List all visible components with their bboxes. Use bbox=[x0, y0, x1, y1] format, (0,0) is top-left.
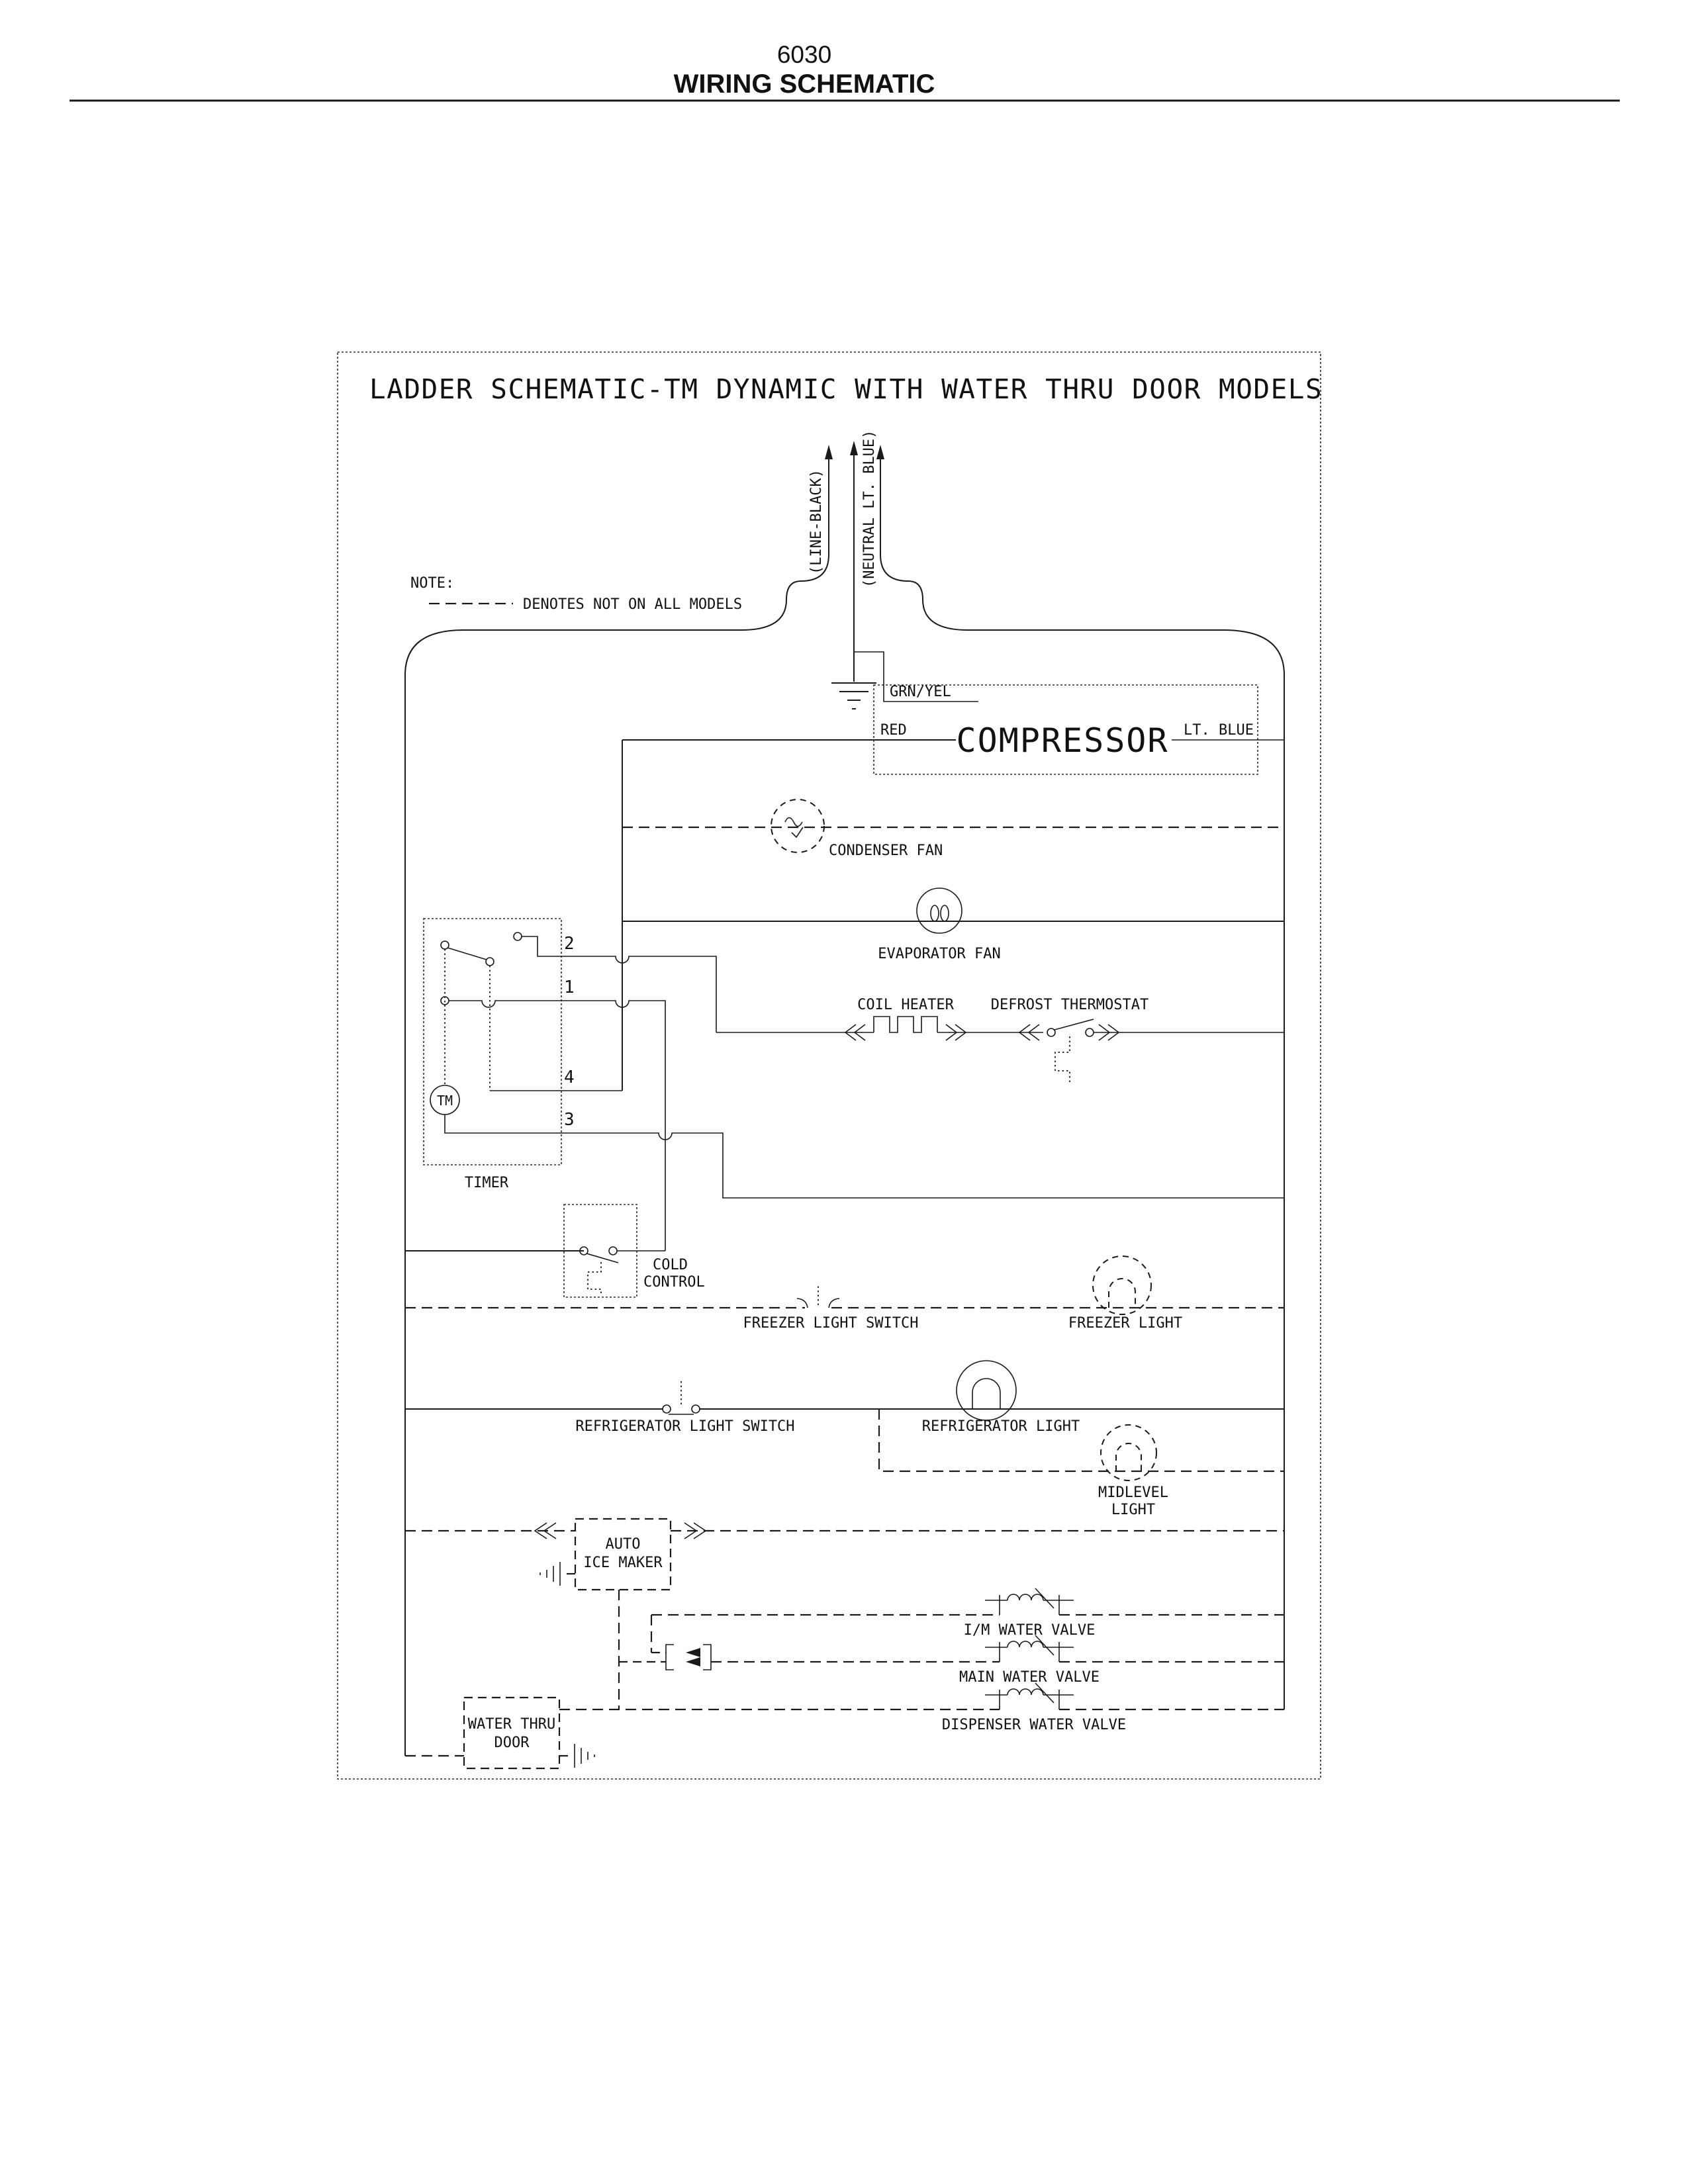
power-entry bbox=[405, 430, 1284, 1756]
thermostat-sensor-icon bbox=[1055, 1036, 1070, 1083]
freezer-light-circuit bbox=[405, 1256, 1284, 1332]
midlevel-lamp-icon bbox=[1101, 1425, 1156, 1480]
condenser-fan-label: CONDENSER FAN bbox=[829, 842, 943, 859]
push-switch-contact-icon bbox=[692, 1405, 700, 1413]
coil-heater-label: COIL HEATER bbox=[857, 997, 954, 1013]
evaporator-winding-icon bbox=[931, 905, 939, 921]
refrigerator-light-switch-label: REFRIGERATOR LIGHT SWITCH bbox=[575, 1418, 795, 1435]
freezer-light-switch-label: FREEZER LIGHT SWITCH bbox=[743, 1315, 919, 1332]
lt-blue-label: LT. BLUE bbox=[1184, 722, 1254, 739]
line-arrow-icon bbox=[825, 445, 833, 459]
evaporator-fan bbox=[622, 888, 1284, 962]
note-legend bbox=[410, 575, 742, 613]
solenoid-coil-icon bbox=[985, 1588, 1074, 1615]
line-black-label: (LINE-BLACK) bbox=[808, 469, 825, 574]
ice-maker-ground-icon bbox=[540, 1562, 575, 1586]
ground-wire-arrow-icon bbox=[850, 441, 858, 455]
page-number: 6030 bbox=[776, 41, 832, 68]
ice-maker-label-2: ICE MAKER bbox=[583, 1555, 663, 1571]
cold-control-bellows-icon bbox=[588, 1262, 601, 1295]
cold-control-label-1: COLD bbox=[653, 1257, 688, 1273]
defrost-circuit bbox=[716, 997, 1284, 1083]
water-thru-door-box bbox=[464, 1698, 559, 1768]
schematic-title: LADDER SCHEMATIC-TM DYNAMIC WITH WATER THRU DOOR MODELS bbox=[369, 373, 1323, 405]
thermostat-contact-icon bbox=[1047, 1028, 1055, 1036]
terminal-3-label: 3 bbox=[564, 1110, 575, 1130]
note-text: DENOTES NOT ON ALL MODELS bbox=[523, 596, 743, 613]
water-thru-door-ground-icon bbox=[559, 1744, 594, 1768]
terminal-2-wire bbox=[522, 936, 716, 1032]
refrigerator-light-label: REFRIGERATOR LIGHT bbox=[921, 1418, 1080, 1435]
condenser-fan bbox=[622, 799, 1284, 859]
thermostat-contact-icon bbox=[1086, 1028, 1094, 1036]
refrigerator-light-switch bbox=[575, 1381, 794, 1435]
midlevel-lamp-filament-icon bbox=[1116, 1443, 1141, 1471]
plug-connector-icon bbox=[619, 1645, 711, 1670]
coil-heater-element-icon bbox=[874, 1017, 937, 1032]
push-switch-contact-icon bbox=[663, 1405, 671, 1413]
timer-label: TIMER bbox=[464, 1175, 509, 1191]
ground-icon bbox=[831, 683, 876, 709]
solenoid-coil-icon bbox=[985, 1683, 1074, 1709]
page-header bbox=[70, 41, 1620, 101]
red-label: RED bbox=[880, 722, 907, 739]
refrigerator-lamp-icon bbox=[957, 1361, 1016, 1420]
evaporator-fan-motor-icon bbox=[917, 888, 962, 933]
note-label: NOTE: bbox=[410, 575, 455, 592]
water-thru-door-label-1: WATER THRU bbox=[467, 1716, 556, 1733]
cold-control bbox=[405, 1205, 705, 1297]
grn-yel-label: GRN/YEL bbox=[890, 684, 951, 700]
refrigerator-lamp-filament-icon bbox=[972, 1379, 1000, 1409]
thermostat-blade-icon bbox=[1055, 1019, 1094, 1030]
timer-terminal2-contact-icon bbox=[514, 933, 522, 940]
terminal-1-wire bbox=[449, 1001, 665, 1251]
ice-maker-label-1: AUTO bbox=[605, 1536, 641, 1553]
evaporator-fan-label: EVAPORATOR FAN bbox=[878, 946, 1001, 962]
evaporator-winding-icon bbox=[941, 905, 949, 921]
schematic-border bbox=[338, 352, 1321, 1779]
neutral-label: (NEUTRAL LT. BLUE) bbox=[861, 430, 878, 588]
midlevel-light-label-2: LIGHT bbox=[1111, 1502, 1156, 1518]
page-title: WIRING SCHEMATIC bbox=[673, 69, 935, 99]
solenoid-coil-icon bbox=[985, 1635, 1074, 1662]
freezer-lamp-icon bbox=[1093, 1256, 1151, 1314]
refrigerator-light-circuit bbox=[405, 1361, 1284, 1518]
terminal-1-label: 1 bbox=[564, 978, 575, 997]
midlevel-light-label-1: MIDLEVEL bbox=[1098, 1484, 1168, 1501]
condenser-motor-check-icon bbox=[792, 827, 803, 837]
timer-switch-blade-icon bbox=[447, 948, 487, 960]
water-thru-door-label-2: DOOR bbox=[494, 1735, 530, 1751]
dispenser-valve-label: DISPENSER WATER VALVE bbox=[941, 1717, 1127, 1733]
neutral-wire bbox=[880, 458, 1284, 1709]
compressor bbox=[622, 652, 1284, 774]
main-valve-label: MAIN WATER VALVE bbox=[959, 1669, 1100, 1686]
im-water-valve bbox=[651, 1588, 1284, 1653]
main-water-valve bbox=[711, 1635, 1284, 1686]
timer bbox=[424, 919, 575, 1191]
water-thru-door bbox=[405, 1698, 594, 1768]
cold-control-contact-icon bbox=[609, 1247, 617, 1255]
terminal-4-label: 4 bbox=[564, 1068, 575, 1087]
compressor-label: COMPRESSOR bbox=[956, 721, 1169, 760]
timer-motor-label: TM bbox=[436, 1093, 453, 1109]
im-valve-label: I/M WATER VALVE bbox=[963, 1622, 1096, 1639]
terminal-2-label: 2 bbox=[564, 934, 575, 954]
cold-control-label-2: CONTROL bbox=[643, 1274, 705, 1291]
timer-contact-icon bbox=[486, 958, 494, 966]
dispenser-water-valve bbox=[559, 1683, 1284, 1733]
freezer-light bbox=[1068, 1256, 1182, 1332]
refrigerator-light bbox=[922, 1361, 1080, 1435]
freezer-lamp-filament-icon bbox=[1109, 1279, 1135, 1308]
condenser-motor-squiggle-icon bbox=[785, 818, 802, 827]
freezer-light-label: FREEZER LIGHT bbox=[1068, 1315, 1183, 1332]
defrost-thermostat-label: DEFROST THERMOSTAT bbox=[990, 997, 1149, 1013]
